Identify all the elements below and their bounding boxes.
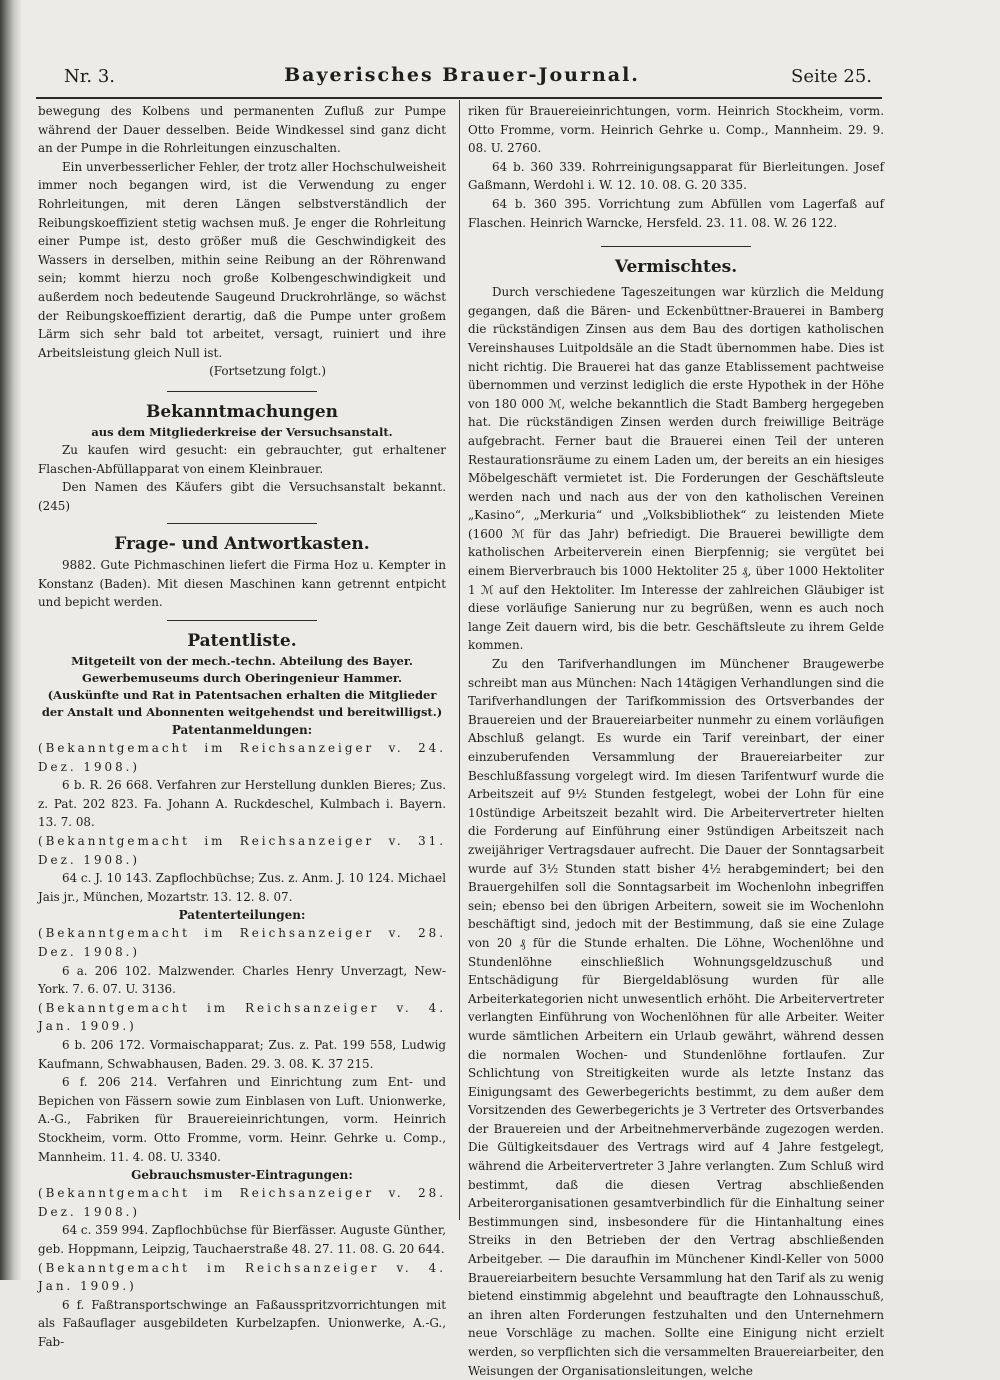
section-title-vermischtes: Vermischtes. — [614, 257, 738, 278]
publication-note: (Bekanntgemacht im Reichsanzeiger v. 4. Jan. 1909.) — [38, 1000, 446, 1034]
patent-entry: 6 a. 206 102. Malzwender. Charles Henry Unverzagt, New-York. 7. 6. 07. U. 3136. — [38, 963, 446, 997]
section-rule — [167, 620, 317, 621]
journal-title: Bayerisches Brauer-Journal. — [284, 64, 640, 86]
subsection-title: Patenterteilungen: — [178, 908, 306, 923]
publication-note: (Bekanntgemacht im Reichsanzeiger v. 24. Dez. 1908.) — [38, 741, 446, 774]
patent-entry: 6 f. 206 214. Verfahren und Einrichtung zum Ent- und Bepichen von Fässern sowie zum Einblasen von Luft. Unionwerke, A.-G., Fabriken für Brauereieinrichtungen, vorm. Heinrich Stockheim, vorm. Otto Fromme, vorm. Heinr. Gehrke u. Comp., Mannheim. 11. 4. 08. U. 3340. — [38, 1075, 446, 1164]
publication-note: (Bekanntgemacht im Reichsanzeiger v. 4. Jan. 1909.) — [38, 1260, 446, 1294]
notice-text: Zu kaufen wird gesucht: ein gebrauchter, gut erhaltener Flaschen-Abfüllapparat von einem Kleinbrauer. — [38, 442, 446, 476]
patent-entry: 64 b. 360 339. Rohrreinigungsapparat für Bierleitungen. Josef Gaßmann, Werdohl i. W. 12. 10. 08. G. 20 335. — [468, 159, 884, 193]
notice-text: Den Namen des Käufers gibt die Versuchsanstalt bekannt. (245) — [38, 480, 446, 513]
section-subtitle: (Auskünfte und Rat in Patentsachen erhalten die Mitglieder der Anstalt und Abonnenten weitgehendst und bereitwilligst.) — [41, 688, 443, 720]
news-text: Durch verschiedene Tageszeitungen war kürzlich die Meldung gegangen, daß die Bären- und Eckenbüttner-Brauerei in Bamberg die rückständigen Zinsen aus dem Bau des dortigen katholischen Vereinshauses Luitpoldsäle an die Stadt übernommen habe. Dies ist nicht richtig. Die Brauerei hat das ganze Etablissement pachtweise übernommen und verzinst lediglich die erste Hypothek in der Höhe von 180 000 ℳ, welche bekanntlich die Stadt Bamberg hergegeben hat. Die rückständigen Zinsen werden durch freiwillige Beiträge aufgebracht. Ferner baut die Brauerei einen Teil der unteren Restaurationsräume zu einem Laden um, der bereits an ein hiesiges Möbelgeschäft vermietet ist. Die Forderungen der Geschäftsleute werden nach und nach aus der von den katholischen Vereinen „Kasino“, „Merkuria“ und „Volksbibliothek“ zu leistenden Miete (1600 ℳ für das Jahr) befriedigt. Die Brauerei bewilligte dem katholischen Arbeiterverein einen Bierpfennig; sie vergütet bei einem Bierverbrauch bis 1000 Hektoliter 25 ₰, über 1000 Hektoliter 1 ℳ auf den Hektoliter. Im Interesse der zahlreichen Gläubiger ist diese vorläufige Sanierung nur zu begrüßen, wenn es auch noch lange Zeit dauern wird, bis die betr. Geschäftsleute zu ihrem Gelde kommen. — [468, 285, 884, 653]
question-text: 9882. Gute Pichmaschinen liefert die Firma Hoz u. Kempter in Konstanz (Baden). Mit diesen Maschinen kann getrennt entpicht und bepicht werden. — [38, 558, 446, 610]
column-divider — [459, 100, 460, 1220]
section-subtitle: Mitgeteilt von der mech.-techn. Abteilung des Bayer. Gewerbemuseums durch Oberingenieur Hammer. — [71, 654, 413, 686]
issue-number: Nr. 3. — [64, 66, 115, 87]
section-rule — [167, 523, 317, 524]
patent-entry: 6 f. Faßtransportschwinge an Faßausspritzvorrichtungen mit als Faßauflager ausgebildeten Kurbelzapfen. Unionwerke, A.-G., Fab- — [38, 1297, 446, 1349]
subsection-title: Patentanmeldungen: — [171, 723, 313, 738]
page-header — [36, 66, 888, 90]
section-title-frage: Frage- und Antwortkasten. — [114, 534, 370, 555]
patent-entry: 64 c. 359 994. Zapflochbüchse für Bierfässer. Auguste Günther, geb. Hoppmann, Leipzig, Tauchaerstraße 48. 27. 11. 08. G. 20 644. — [38, 1223, 446, 1256]
continuation-note: (Fortsetzung folgt.) — [209, 364, 326, 379]
publication-note: (Bekanntgemacht im Reichsanzeiger v. 28. Dez. 1908.) — [38, 1186, 446, 1219]
section-title-patentliste: Patentliste. — [187, 631, 297, 652]
header-rule — [36, 97, 882, 99]
right-column — [468, 102, 884, 1380]
patent-entry: 64 c. J. 10 143. Zapflochbüchse; Zus. z. Anm. J. 10 124. Michael Jais jr., München, Mozartstr. 13. 12. 8. 07. — [38, 871, 446, 904]
publication-note: (Bekanntgemacht im Reichsanzeiger v. 31. Dez. 1908.) — [38, 834, 446, 867]
patent-entry: riken für Brauereieinrichtungen, vorm. Heinrich Stockheim, vorm. Otto Fromme, vorm. Heinrich Gehrke u. Comp., Mannheim. 29. 9. 08. U. 2760. — [468, 104, 884, 156]
section-title-bekanntmachungen: Bekanntmachungen — [145, 401, 339, 422]
article-text: bewegung des Kolbens und permanenten Zufluß zur Pumpe während der Dauer desselben. Beide Windkessel sind ganz dicht an der Pumpe in die Rohrleitungen einzuschalten. — [38, 104, 446, 156]
patent-entry: 6 b. 206 172. Vormaischapparat; Zus. z. Pat. 199 558, Ludwig Kaufmann, Schwabhausen, Baden. 29. 3. 08. K. 37 215. — [38, 1037, 446, 1071]
left-column — [38, 102, 446, 1351]
patent-entry: 64 b. 360 395. Vorrichtung zum Abfüllen vom Lagerfaß auf Flaschen. Heinrich Warncke, Hersfeld. 23. 11. 08. W. 26 122. — [468, 196, 884, 230]
binding-edge — [0, 0, 22, 1280]
page-number: Seite 25. — [791, 66, 872, 87]
section-rule — [601, 246, 751, 247]
publication-note: (Bekanntgemacht im Reichsanzeiger v. 28. Dez. 1908.) — [38, 926, 446, 959]
article-text: Ein unverbesserlicher Fehler, der trotz aller Hochschulweisheit immer noch begangen wird, ist die Verwendung zu enger Rohrleitungen, mit deren Längen selbstverständlich der Reibungskoeffizient stetig wachsen muß. Je enger die Rohrleitung einer Pumpe ist, desto größer muß die Geschwindigkeit des Wassers in derselben, mithin seine Reibung an der Röhrenwand sein; kommt hierzu noch große Kolbengeschwindigkeit und außerdem noch bedeutende Saugeund Druckrohrlänge, so wächst der Reibungskoeffizient derartig, daß die Pumpe unter großem Lärm sich sehr bald tot arbeitet, versagt, ruiniert und ihre Arbeitsleistung gleich Null ist. — [38, 159, 446, 360]
patent-entry: 6 b. R. 26 668. Verfahren zur Herstellung dunklen Bieres; Zus. z. Pat. 202 823. Fa. Johann A. Ruckdeschel, Kulmbach i. Bayern. 13. 7. 08. — [38, 778, 446, 830]
section-rule — [167, 391, 317, 392]
news-text: Zu den Tarifverhandlungen im Münchener Braugewerbe schreibt man aus München: Nach 14tägigen Verhandlungen sind die Tarifverhandlungen der Tarifkommission des Ortsverbandes der Brauereien und der Brauereiarbeiter nunmehr zu einem vorläufigen Abschluß gelangt. Es wurde ein Tarif vereinbart, der einer einzuberufenden Versammlung der Brauereiarbeiter zur Beschlußfassung vorgelegt wird. Im diesen Tarifentwurf wurde die Arbeitszeit auf 9½ Stunden festgelegt, wobei der Lohn für eine 10stündige Arbeitszeit bezahlt wird. Die Arbeitervertreter hielten die Forderung auf Einführung einer 9stündigen Arbeitszeit nach zweijähriger Vertragsdauer aufrecht. Die Dauer der Sonntagsarbeit wurde auf 3½ Stunden statt bisher 4½ herabgemindert; bei den Brauergehilfen soll die Sonntagsarbeit im Wochenlohn inbegriffen sein; ebenso bei den übrigen Arbeitern, soweit sie im Wochenlohn beschäftigt sind, jedoch mit der Bestimmung, daß sie eine Zulage von 20 ₰ für die Stunde erhalten. Die Löhne, Wochenlöhne und Stundenlöhne einschließlich Wohnungsgeldzuschuß und Entschädigung für Biergeldablösung wurden für alle Arbeiterkategorien nicht unwesentlich erhöht. Die Arbeitervertreter verlangten Einführung von Wochenlöhnen für alle Arbeiter. Weiter wurde sämtlichen Arbeitern ein Urlaub gewährt, während dessen die normalen Wochen- und Stundenlöhne fortlaufen. Zur Schlichtung von Streitigkeiten wurde als letzte Instanz das Einigungsamt des Gewerbegerichts bestimmt, zu dem außer dem Vorsitzenden des Gewerbegerichts je 3 Vertreter des Ortsverbandes der Brauereien und der Arbeitnehmerverbände zugezogen werden. Die Gültigkeitsdauer des Vertrags wird auf 4 Jahre festgelegt, während die Arbeitervertreter 3 Jahre verlangten. Zum Schluß wird bestimmt, daß die diesen Vertrag abschließenden Arbeiterorganisationen gesamtverbindlich für die Einhaltung seiner Bestimmungen sind, insbesondere für die Hintanhaltung eines Streiks in den Betrieben der den Vertrag abschließenden Arbeitgeber. — Die daraufhin im Münchener Kindl-Keller von 5000 Brauereiarbeitern besuchte Versammlung hat den Tarif als zu wenig bietend einstimmig abgelehnt und beauftragte den Lohnausschuß, an ihren alten Forderungen festzuhalten und den Unternehmern neue Vorschläge zu machen. Sollte eine Einigung nicht erzielt werden, so verpflichten sich die versammelten Brauereiarbeiter, den Weisungen der Organisationsleitungen, welche — [468, 657, 884, 1378]
section-subtitle: aus dem Mitgliederkreise der Versuchsanstalt. — [91, 424, 393, 439]
subsection-title: Gebrauchsmuster-Eintragungen: — [131, 1168, 353, 1183]
